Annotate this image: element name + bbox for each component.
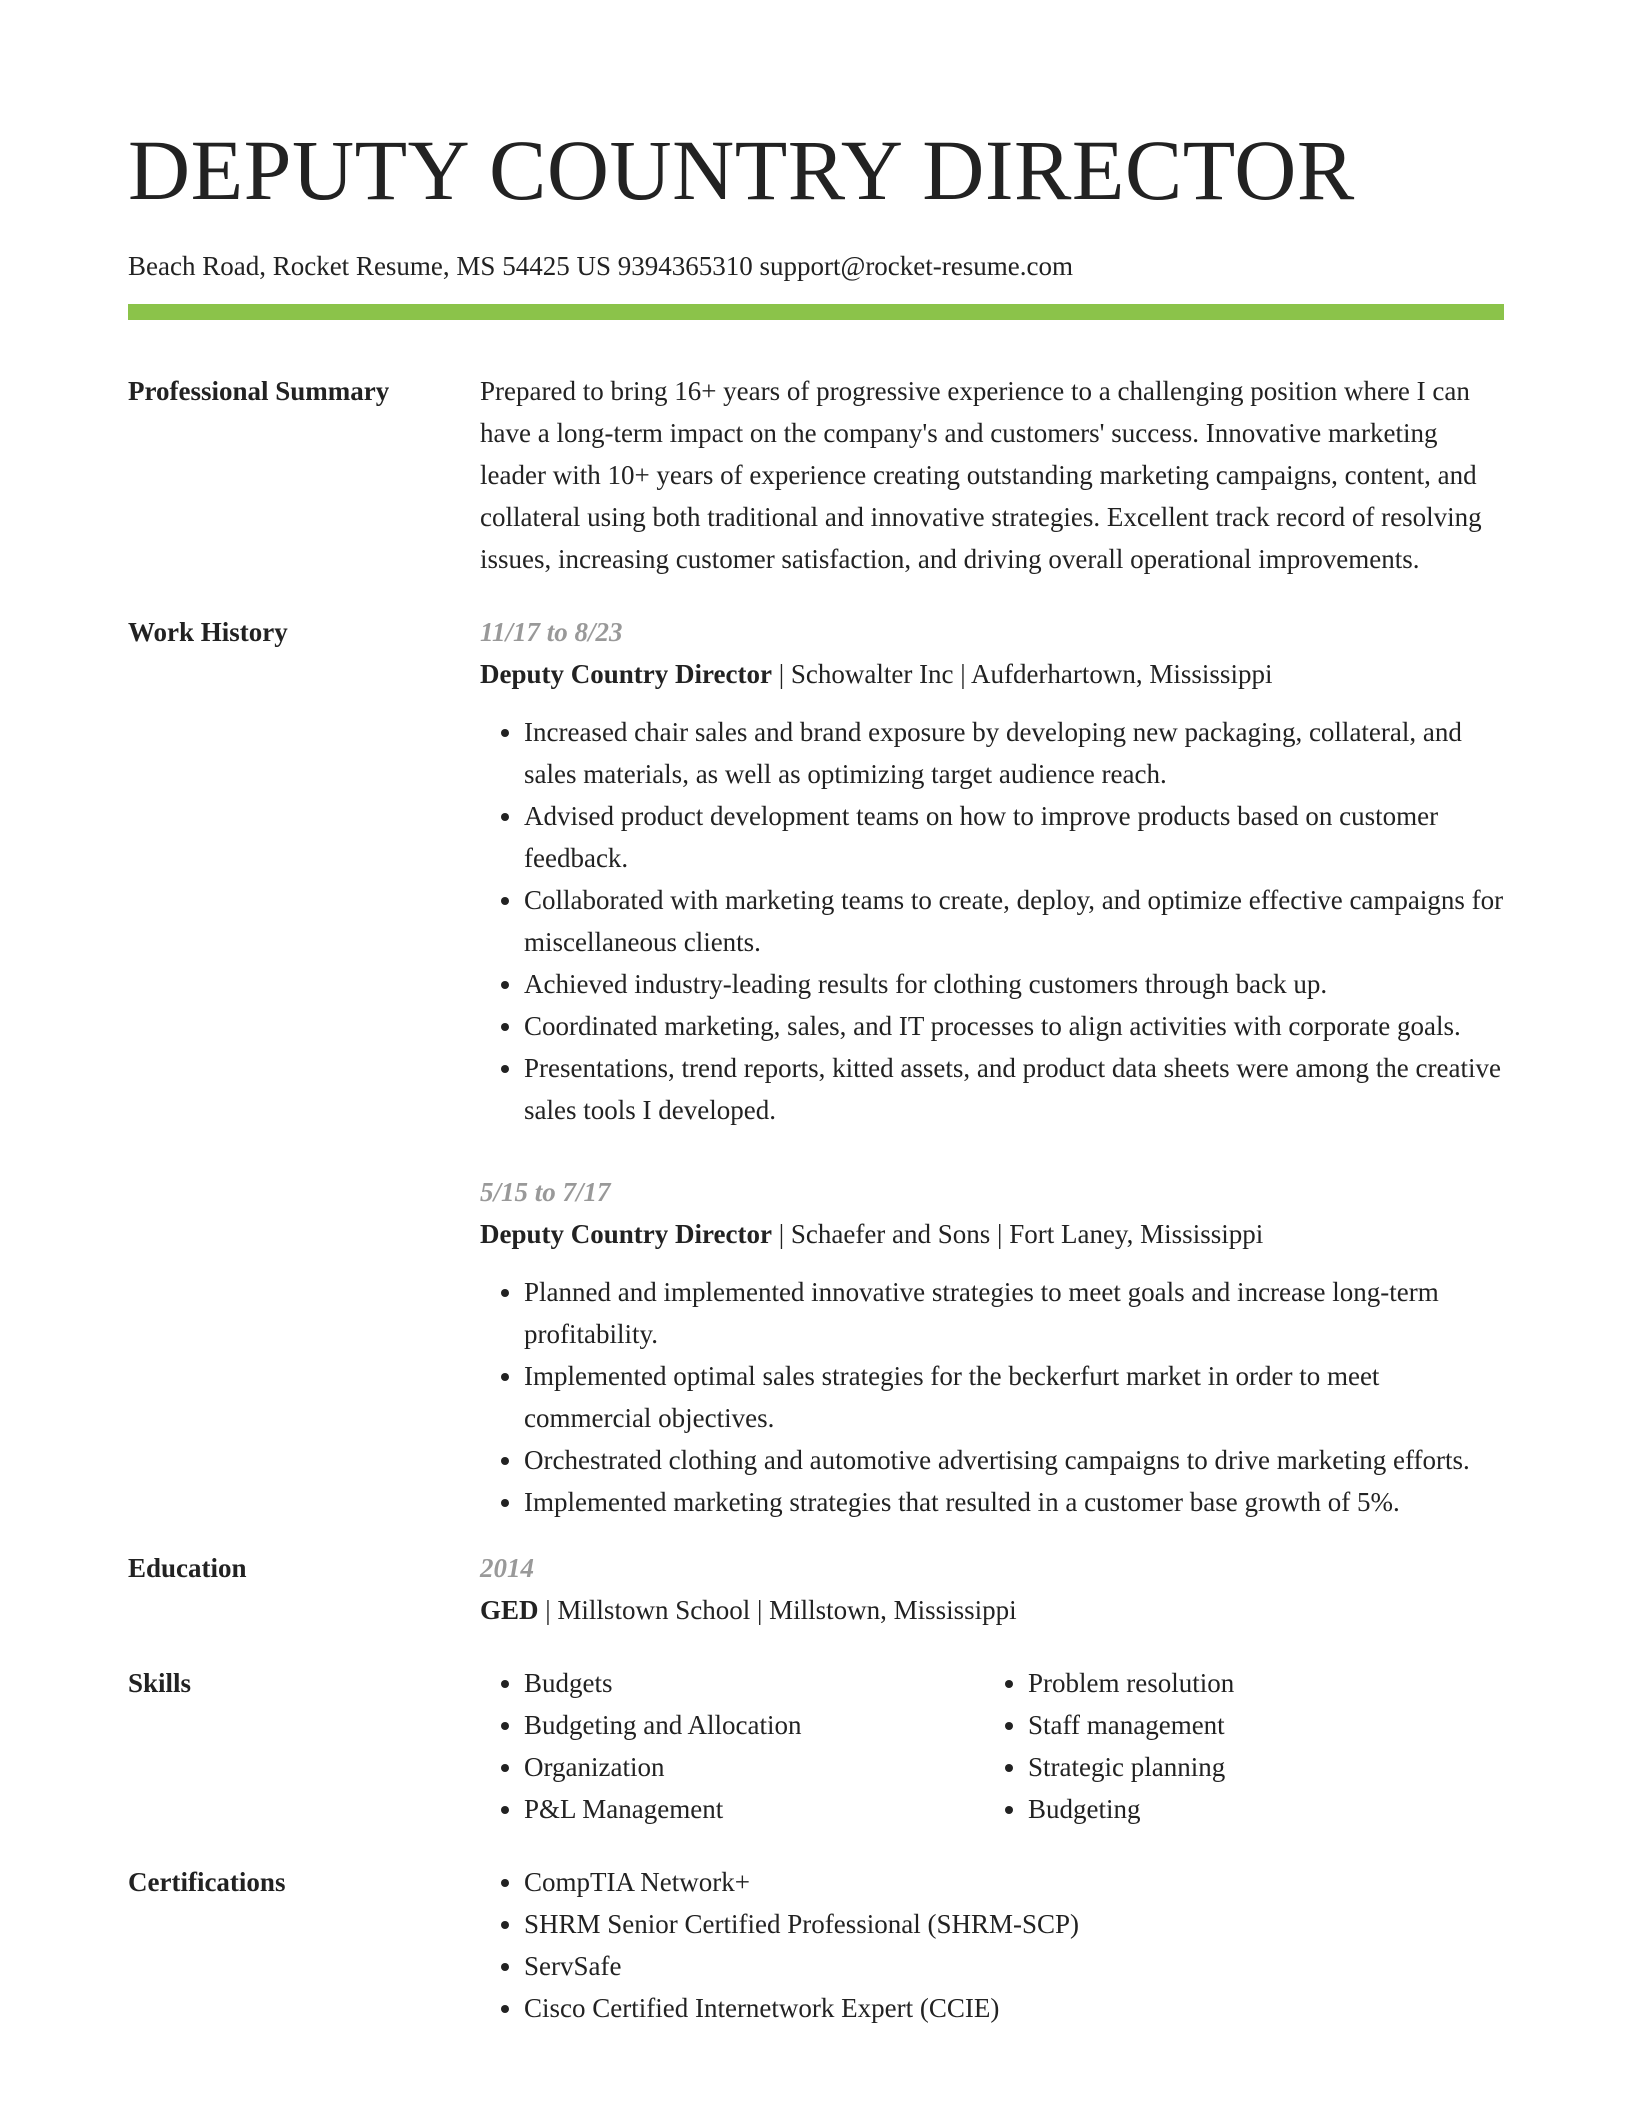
list-item: • ServSafe [524,1945,1504,1987]
list-item: • Strategic planning [1028,1746,1488,1788]
list-item: • Orchestrated clothing and automotive advertising campaigns to drive marketing efforts. [524,1439,1504,1481]
list-item: • CompTIA Network+ [524,1861,1504,1903]
section-label-summary: Professional Summary [128,376,390,406]
education-body [480,1547,1504,1631]
certifications-body [480,1861,1504,2029]
skills-column-right [984,1662,1488,1830]
list-item: • P&L Management [524,1788,984,1830]
education-date: 2014 [480,1553,534,1583]
list-item: • Increased chair sales and brand exposure by developing new packaging, collateral, and sales materials, as well as optimizing target audience reach. [524,711,1504,795]
work-history-body [480,611,1504,1523]
section-label-certifications: Certifications [128,1867,286,1897]
list-item: • Problem resolution [1028,1662,1488,1704]
job-entry [480,1171,1504,1523]
accent-divider [128,304,1504,320]
list-item: • Budgeting and Allocation [524,1704,984,1746]
list-item: • Cisco Certified Internetwork Expert (CCIE) [524,1987,1504,2029]
job-date: 11/17 to 8/23 [480,617,623,647]
certifications-list [480,1861,1504,2029]
work-history-section [128,611,1504,1523]
certifications-section [128,1861,1504,2029]
section-label-work-history: Work History [128,617,288,647]
education-details: | Millstown School | Millstown, Mississippi [538,1595,1017,1625]
job-title: Deputy Country Director [480,1219,772,1249]
list-item: • Organization [524,1746,984,1788]
list-item: • SHRM Senior Certified Professional (SHRM-SCP) [524,1903,1504,1945]
job-bullets [480,711,1504,1131]
skills-section [128,1662,1504,1830]
job-details: | Schowalter Inc | Aufderhartown, Mississippi [771,659,1273,689]
job-heading [480,653,1504,695]
section-label-education: Education [128,1553,247,1583]
list-item: • Collaborated with marketing teams to create, deploy, and optimize effective campaigns for miscellaneous clients. [524,879,1504,963]
job-date: 5/15 to 7/17 [480,1177,611,1207]
resume-title: DEPUTY COUNTRY DIRECTOR [128,122,1355,218]
education-degree: GED [480,1595,539,1625]
list-item: • Coordinated marketing, sales, and IT processes to align activities with corporate goals. [524,1005,1504,1047]
job-bullets [480,1271,1504,1523]
list-item: • Staff management [1028,1704,1488,1746]
list-item: • Achieved industry-leading results for clothing customers through back up. [524,963,1504,1005]
list-item: • Planned and implemented innovative strategies to meet goals and increase long-term profitability. [524,1271,1504,1355]
summary-section [128,370,1504,580]
list-item: • Implemented optimal sales strategies for the beckerfurt market in order to meet commercial objectives. [524,1355,1504,1439]
skills-column-left [480,1662,984,1830]
contact-line: Beach Road, Rocket Resume, MS 54425 US 9394365310 support@rocket-resume.com [128,251,1073,281]
list-item: • Presentations, trend reports, kitted assets, and product data sheets were among the creative sales tools I developed. [524,1047,1504,1131]
list-item: • Advised product development teams on how to improve products based on customer feedback. [524,795,1504,879]
skills-grid [480,1662,1504,1830]
job-title: Deputy Country Director [480,659,772,689]
section-label-skills: Skills [128,1668,192,1698]
list-item: • Budgeting [1028,1788,1488,1830]
job-details: | Schaefer and Sons | Fort Laney, Mississippi [771,1219,1264,1249]
job-heading [480,1213,1504,1255]
resume-page [128,0,1504,2029]
education-heading [480,1589,1504,1631]
skills-body [480,1662,1504,1830]
job-entry [480,611,1504,1131]
education-section [128,1547,1504,1631]
list-item: • Budgets [524,1662,984,1704]
summary-text: Prepared to bring 16+ years of progressive experience to a challenging position where I can have a long-term impact on the company's and customers' success. Innovative marketing leader with 10+ years of experience creating outstanding marketing campaigns, content, and collateral using both traditional and innovative strategies. Excellent track record of resolving issues, increasing customer satisfaction, and driving overall operational improvements. [480,376,1482,574]
list-item: • Implemented marketing strategies that resulted in a customer base growth of 5%. [524,1481,1504,1523]
